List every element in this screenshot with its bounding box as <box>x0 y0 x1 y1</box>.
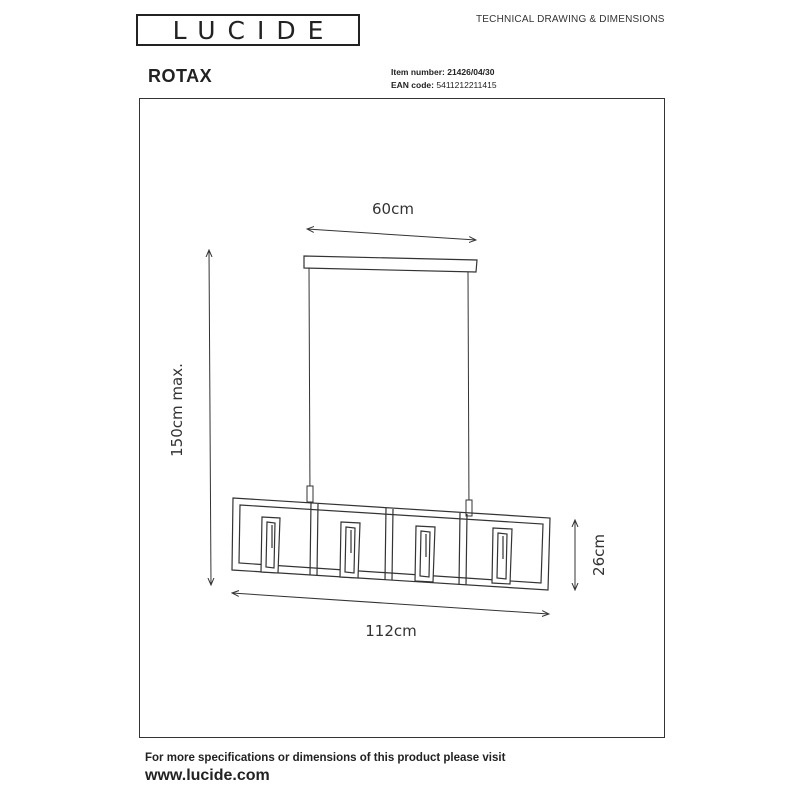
footer-info-text: For more specifications or dimensions of this product please visit <box>145 752 506 764</box>
canopy-width-label: 60cm <box>372 200 414 218</box>
light-holder-4 <box>492 528 512 584</box>
product-name: ROTAX <box>148 66 213 86</box>
light-holder-1 <box>261 517 280 573</box>
fixture-height-label: 26cm <box>590 534 608 576</box>
ean-code-label: EAN code: <box>391 80 434 90</box>
document-type-label: TECHNICAL DRAWING & DIMENSIONS <box>476 14 665 25</box>
canopy-width-dimension-line <box>307 229 476 240</box>
suspension-wire-right <box>468 272 469 514</box>
fixture-length-dimension-line <box>232 593 549 614</box>
ean-code-value: 5411212211415 <box>436 80 497 90</box>
footer-website-link[interactable]: www.lucide.com <box>145 767 270 784</box>
wire-clamp-left <box>307 486 313 502</box>
total-height-dimension-line <box>209 250 211 585</box>
light-holder-3 <box>415 526 435 582</box>
fixture-length-label: 112cm <box>365 622 417 640</box>
item-number-value: 21426/04/30 <box>447 67 495 77</box>
light-holder-2 <box>340 522 360 578</box>
item-number-label: Item number: <box>391 67 445 77</box>
suspension-wire-left <box>309 268 310 500</box>
ceiling-canopy <box>304 256 477 272</box>
total-height-label: 150cm max. <box>168 363 186 457</box>
logo-text: LUCIDE <box>172 15 336 45</box>
